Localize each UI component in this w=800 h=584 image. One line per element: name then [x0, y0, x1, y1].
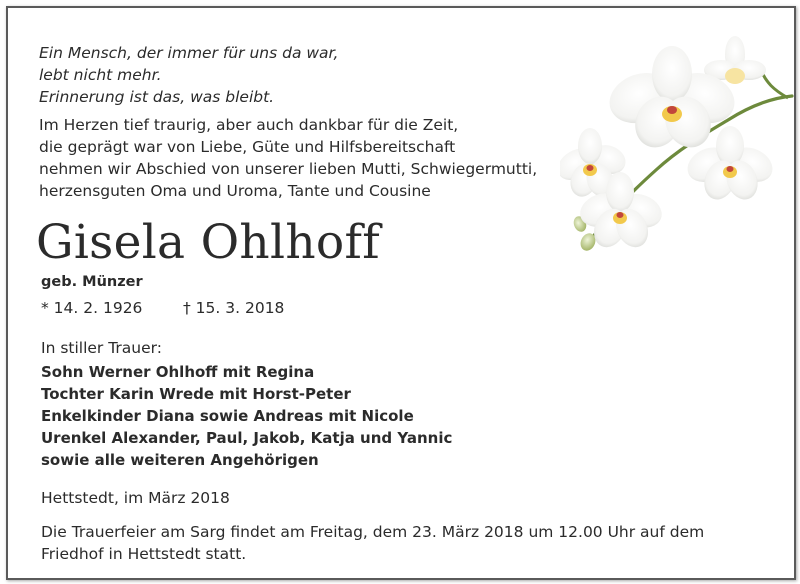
intro-line: herzensguten Oma und Uroma, Tante und Cousine	[39, 182, 431, 200]
intro-line: die geprägt war von Liebe, Güte und Hilfsbereitschaft	[39, 138, 456, 156]
place-date: Hettstedt, im März 2018	[41, 489, 230, 507]
mourners-heading: In stiller Trauer:	[41, 339, 162, 357]
poem-line: lebt nicht mehr.	[39, 66, 162, 84]
obituary-frame	[6, 6, 796, 580]
funeral-service-info	[41, 521, 761, 565]
poem-line: Erinnerung ist das, was bleibt.	[39, 88, 275, 106]
birth-date: * 14. 2. 1926	[41, 299, 143, 317]
poem-line: Ein Mensch, der immer für uns da war,	[39, 44, 339, 62]
service-line: Friedhof in Hettstedt statt.	[41, 545, 247, 563]
maiden-name: geb. Münzer	[41, 274, 143, 290]
mourner-line: sowie alle weiteren Angehörigen	[41, 451, 319, 469]
mourners-list	[41, 361, 452, 471]
death-date: † 15. 3. 2018	[183, 299, 285, 317]
service-line: Die Trauerfeier am Sarg findet am Freitag, dem 23. März 2018 um 12.00 Uhr auf dem	[41, 523, 705, 541]
mourner-line: Enkelkinder Diana sowie Andreas mit Nicole	[41, 407, 414, 425]
poem	[39, 42, 338, 108]
intro-line: nehmen wir Abschied von unserer lieben Mutti, Schwiegermutti,	[39, 160, 538, 178]
mourner-line: Tochter Karin Wrede mit Horst-Peter	[41, 385, 351, 403]
intro-text	[39, 114, 537, 202]
deceased-name: Gisela Ohlhoff	[36, 215, 380, 270]
intro-line: Im Herzen tief traurig, aber auch dankbar für die Zeit,	[39, 116, 459, 134]
mourner-line: Sohn Werner Ohlhoff mit Regina	[41, 363, 315, 381]
white-orchid-icon	[560, 28, 800, 258]
life-dates	[41, 299, 285, 317]
mourner-line: Urenkel Alexander, Paul, Jakob, Katja und Yannic	[41, 429, 453, 447]
